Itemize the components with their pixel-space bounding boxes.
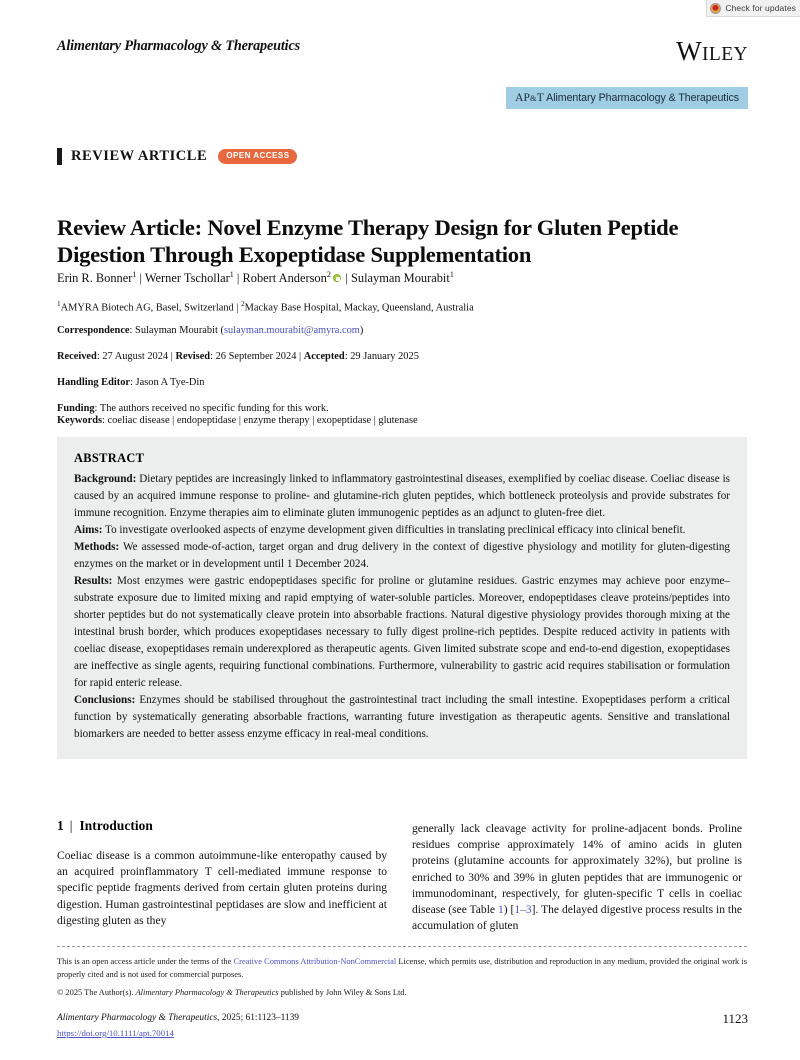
- funding-line: [57, 403, 747, 414]
- copyright-post: published by John Wiley & Sons Ltd.: [278, 988, 407, 997]
- keywords-value: coeliac disease | endopeptidase | enzyme therapy | exopeptidase | glutenase: [107, 415, 418, 426]
- revised-label: Revised: [175, 351, 211, 362]
- abstract-section-label: Aims:: [74, 524, 103, 536]
- body-column-left: Coeliac disease is a common autoimmune-like enteropathy caused by an acquired proinflammatory T cell-mediated immune response to specific peptide fragments derived from certain gluten proteins during digestion. Human gastrointestinal peptidases are slow and inefficient at digesting gluten as they: [57, 850, 387, 927]
- license-statement: [57, 955, 747, 981]
- abstract-paragraph: [74, 692, 730, 743]
- section-title: Introduction: [79, 818, 153, 833]
- handling-editor-label: Handling Editor: [57, 377, 131, 388]
- article-dates-line: [57, 351, 747, 362]
- copyright-pre: © 2025 The Author(s).: [57, 988, 136, 997]
- abstract-section-text: We assessed mode-of-action, target organ and drug delivery in the context of digestive physiology and motility for gluten-digesting enzymes on the market or in development until 1 December 2024.: [74, 541, 730, 570]
- body-column-right: [412, 821, 742, 935]
- keywords-label: Keywords: [57, 415, 103, 426]
- author-name: Robert Anderson: [242, 271, 327, 286]
- funding-value: The authors received no specific funding for this work.: [99, 403, 329, 414]
- abstract-section-text: Enzymes should be stabilised throughout the gastrointestinal tract including the small intestine. Exopeptidases perform a critical function by systematically generating absorbable fractions, warranting future investigation as therapeutic agents. Sensitive and translational biomarkers are needed to better assess enzyme efficacy in real-meal conditions.: [74, 694, 730, 740]
- body-text: generally lack cleavage activity for proline-adjacent bonds. Proline residues comprise approximately 14% of amino acids in gluten proteins (glutamine accounts for approximately 32%), but proline is enriched to 30% and 39% in gluten peptides that are immunogenic or immunodominant, respectively, for gluten-specific T cells in coeliac disease (see Table: [412, 823, 742, 917]
- correspondence-name: Sulayman Mourabit: [135, 325, 218, 336]
- author-separator: |: [345, 271, 348, 286]
- journal-badge: [506, 87, 748, 109]
- correspondence-label: Correspondence: [57, 325, 130, 336]
- wiley-logo: [676, 38, 748, 65]
- author-affiliation-marker: 2: [326, 270, 331, 279]
- colon: :: [102, 415, 108, 426]
- article-type-bar: [57, 148, 62, 165]
- copyright-journal: Alimentary Pharmacology & Therapeutics: [135, 988, 279, 997]
- handling-editor-line: [57, 377, 747, 388]
- abstract-section-label: Results:: [74, 575, 113, 587]
- colon: :: [94, 403, 100, 414]
- keywords-line: [57, 415, 747, 426]
- author-affiliation-marker: 1: [229, 270, 234, 279]
- license-text-pre: This is an open access article under the terms of the: [57, 957, 234, 966]
- affiliation-text: Mackay Base Hospital, Mackay, Queensland, Australia: [244, 302, 474, 314]
- accepted-label: Accepted: [303, 351, 345, 362]
- correspondence-line: [57, 325, 747, 336]
- doi-link[interactable]: https://doi.org/10.1111/apt.70014: [57, 1028, 174, 1038]
- body-text: ) [: [503, 904, 515, 917]
- abstract-heading: ABSTRACT: [74, 451, 145, 465]
- orcid-icon[interactable]: [333, 274, 342, 283]
- abstract-section-text: Most enzymes were gastric endopeptidases specific for proline or glutamine residues. Gastric enzymes may achieve poor enzyme–substrate exposure due to limited mixing and rapid emptying of water-soluble particles. Moreover, endopeptidases cleave proteins/peptides into shorter peptides but do not systematically cleave protein into absorbable fractions. Natural digestive physiology provides thorough mixing at the intestinal brush border, which produces exopeptidases necessary to fully digest proline-rich peptides. Despite reduced activity in patients with coeliac disease, exopeptidases remain underexplored as therapeutic agents. Given limited substrate scope and end-to-end digestion, exopeptidases are ineffective as single agents, requiring functional combinations. Furthermore, vulnerability to gastric acid requires stabilisation or formulation for rapid enteric release.: [74, 575, 730, 689]
- abstract-box: [57, 437, 747, 759]
- wiley-logo-lead: W: [676, 36, 702, 66]
- abstract-section-label: Methods:: [74, 541, 120, 553]
- copyright-statement: [57, 988, 747, 997]
- author-name: Werner Tschollar: [144, 271, 230, 286]
- body-text: ]. The delayed digestive process results in the accumulation of gluten: [412, 904, 742, 933]
- author-affiliation-marker: 1: [449, 270, 454, 279]
- section-heading-introduction: [57, 818, 153, 834]
- citation-line: [57, 1013, 299, 1023]
- section-divider: |: [69, 818, 73, 833]
- page-title: Review Article: Novel Enzyme Therapy Design for Gluten Peptide Digestion Through Exopeptidase Supplementation: [57, 215, 679, 267]
- journal-masthead-title: Alimentary Pharmacology & Therapeutics: [57, 38, 300, 54]
- abstract-paragraph: [74, 471, 730, 522]
- author-list: [57, 270, 737, 286]
- journal-badge-ap: AP: [515, 91, 531, 104]
- check-for-updates-label: Check for updates: [725, 3, 796, 13]
- citation-journal: Alimentary Pharmacology & Therapeutics: [57, 1013, 218, 1023]
- colon: :: [130, 377, 136, 388]
- author-separator: |: [139, 271, 142, 286]
- received-label: Received: [57, 351, 97, 362]
- journal-badge-amp: &: [530, 92, 537, 103]
- abstract-section-label: Conclusions:: [74, 694, 136, 706]
- affiliation-marker: 2: [241, 300, 245, 308]
- correspondence-email-link[interactable]: sulayman.mourabit@amyra.com: [223, 325, 360, 336]
- abstract-section-text: Dietary peptides are increasingly linked to inflammatory gastrointestinal diseases, exemplified by coeliac disease. Coeliac disease is caused by an acquired immune response to proline- and glutamine-rich gluten peptides, which bottleneck proteolysis and provide substrates for immune recognition. Enzyme therapies aim to eliminate gluten immunogenic peptides as an adjunct to gluten-free diet.: [74, 473, 730, 519]
- date-separator: |: [299, 351, 302, 362]
- affiliation-marker: 1: [57, 300, 61, 308]
- colon: :: [96, 351, 103, 362]
- table-1-link[interactable]: 1: [497, 904, 504, 917]
- footer-divider: [57, 946, 747, 947]
- abstract-paragraph: [74, 522, 730, 539]
- check-for-updates-button[interactable]: [706, 0, 800, 17]
- open-access-badge: OPEN ACCESS: [218, 149, 297, 164]
- colon: :: [129, 325, 136, 336]
- abstract-paragraph: [74, 573, 730, 692]
- abstract-paragraph: [74, 539, 730, 573]
- creative-commons-link[interactable]: Creative Commons Attribution-NonCommercial: [233, 957, 397, 966]
- author-name: Sulayman Mourabit: [351, 271, 450, 286]
- received-value: 27 August 2024: [102, 351, 169, 362]
- author-separator: |: [236, 271, 240, 286]
- license-text-post: License, which permits use, distribution and reproduction in any medium, provided the original work is properly cited and is not used for commercial purposes.: [57, 957, 748, 980]
- reference-link[interactable]: 1–3: [514, 904, 532, 917]
- revised-value: 26 September 2024: [215, 351, 297, 362]
- abstract-section-label: Background:: [74, 473, 137, 485]
- crossmark-icon: [710, 3, 721, 14]
- author-name: Erin R. Bonner: [57, 271, 133, 286]
- affiliation-text: AMYRA Biotech AG, Basel, Switzerland: [60, 302, 234, 314]
- author-affiliation-marker: 1: [132, 270, 137, 279]
- page-number: 1123: [722, 1011, 748, 1026]
- citation-rest: , 2025; 61:1123–1139: [217, 1013, 299, 1023]
- article-type-row: [57, 148, 297, 165]
- journal-badge-abbrev: [515, 92, 544, 104]
- handling-editor-value: Jason A Tye-Din: [135, 377, 205, 388]
- journal-badge-t: T: [536, 91, 544, 104]
- paren-open: (: [217, 325, 224, 336]
- accepted-value: 29 January 2025: [350, 351, 419, 362]
- funding-label: Funding: [57, 403, 95, 414]
- colon: :: [210, 351, 216, 362]
- affiliation-separator: |: [236, 302, 239, 314]
- date-separator: |: [170, 351, 173, 362]
- abstract-section-text: To investigate overlooked aspects of enzyme development given difficulties in translating preclinical efficacy into clinical benefit.: [102, 524, 686, 536]
- paren-close: ): [359, 325, 364, 336]
- journal-badge-fulltitle: Alimentary Pharmacology & Therapeutics: [543, 91, 739, 104]
- wiley-logo-rest: ILEY: [702, 44, 748, 65]
- affiliation-list: [57, 300, 747, 313]
- section-number: 1: [57, 818, 64, 833]
- article-type-label: REVIEW ARTICLE: [71, 148, 208, 164]
- colon: :: [344, 351, 351, 362]
